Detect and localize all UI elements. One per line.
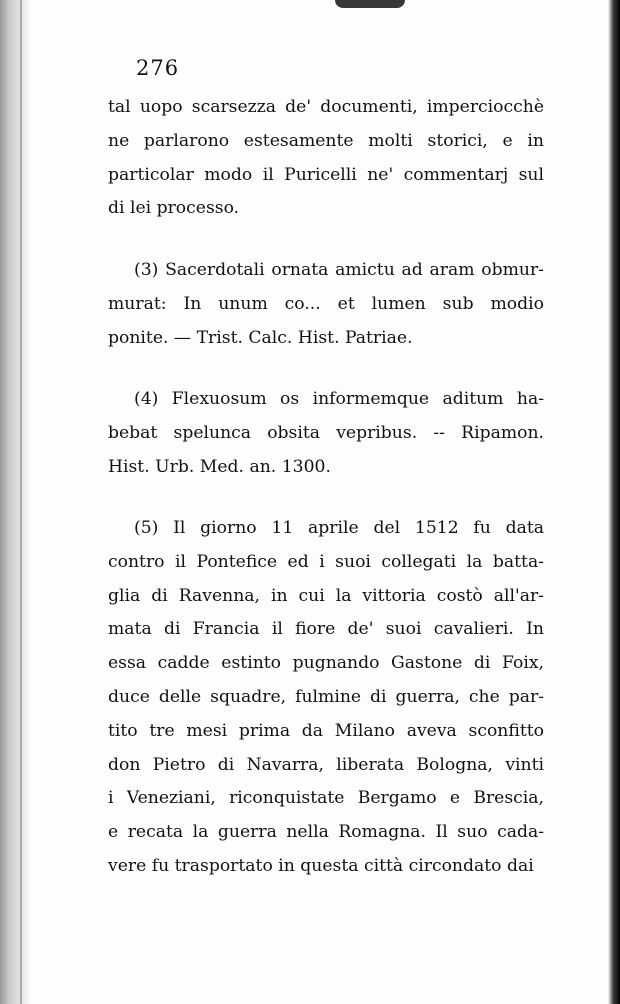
text-line: particolar modo il Puricelli ne' commentarj sul: [108, 164, 544, 185]
text-line: duce delle squadre, fulmine di guerra, che par-: [108, 686, 544, 707]
text-line: mata di Francia il fiore de' suoi cavalieri. In: [108, 619, 544, 640]
text-line: e recata la guerra nella Romagna. Il suo cada-: [108, 822, 544, 843]
text-line: vere fu trasportato in questa città circondato dai: [108, 855, 534, 876]
text-line: i Veneziani, riconquistate Bergamo e Brescia,: [108, 788, 544, 809]
text-line: bebat spelunca obsita vepribus. -- Ripamon.: [108, 422, 544, 443]
text-line: essa cadde estinto pugnando Gastone di Foix,: [108, 653, 544, 674]
gutter-line: [20, 0, 22, 1004]
text-line: glia di Ravenna, in cui la vittoria costò all'ar-: [108, 585, 544, 606]
footnote-4: [108, 383, 544, 484]
text-line: (4) Flexuosum os informemque aditum ha-: [134, 389, 544, 409]
binding-gutter: [0, 0, 30, 1004]
text-line: contro il Pontefice ed i suoi collegati la batta-: [108, 551, 544, 572]
footnote-5: [108, 512, 544, 884]
text-line: (5) Il giorno 11 aprile del 1512 fu data: [134, 518, 544, 538]
page-right-edge: [608, 0, 620, 1004]
scan-smudge: [335, 0, 405, 8]
paragraph-continuation: [108, 91, 544, 226]
text-line: ponite. — Trist. Calc. Hist. Patriae.: [108, 327, 413, 348]
text-line: ne parlarono estesamente molti storici, e in: [108, 130, 544, 151]
text-line: tal uopo scarsezza de' documenti, imperciocchè: [108, 97, 544, 117]
text-line: murat: In unum co... et lumen sub modio: [108, 293, 544, 314]
text-line: (3) Sacerdotali ornata amictu ad aram obmur-: [134, 260, 544, 280]
footnote-3: [108, 254, 544, 355]
text-line: don Pietro di Navarra, liberata Bologna, vinti: [108, 754, 544, 775]
text-line: tito tre mesi prima da Milano aveva sconfitto: [108, 720, 544, 741]
text-line: di lei processo.: [108, 198, 240, 219]
text-line: Hist. Urb. Med. an. 1300.: [108, 456, 331, 477]
page-number: 276: [136, 56, 180, 80]
